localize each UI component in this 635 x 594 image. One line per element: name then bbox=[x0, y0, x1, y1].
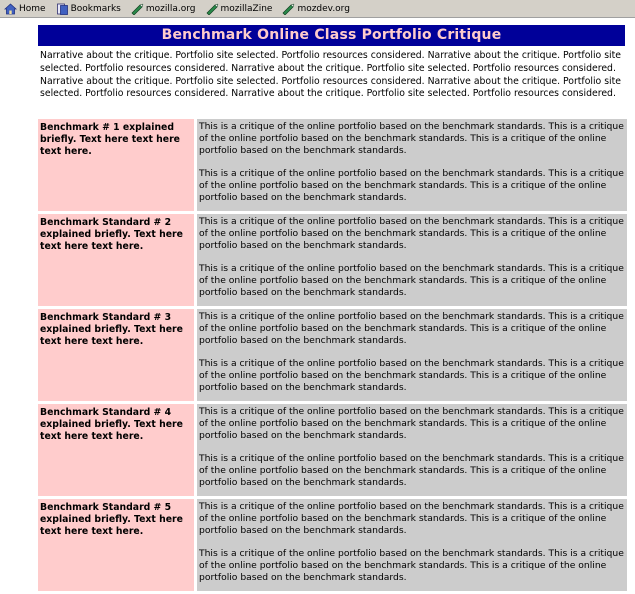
toolbar-bookmarks-label: Bookmarks bbox=[70, 3, 121, 14]
critique-paragraph: This is a critique of the online portfolio based on the benchmark standards. This is a critique of the online portfolio based on the benchmark standards. This is a critique of the online portfolio based on the benchmark standards. bbox=[199, 406, 624, 441]
narrative-paragraph: Narrative about the critique. Portfolio site selected. Portfolio resources considered. Narrative about the critique. Portfolio site selected. Portfolio resources considered. Narrative about the critique. Portfolio site selected. Portfolio resources considered. Narrative about the critique. Portfolio site selected. Portfolio resources considered. Narrative about the critique. Portfolio site selected. Portfolio resources considered. Narrative about the critique. Portfolio site selected. Portfolio resources considered. bbox=[40, 50, 621, 100]
table-row bbox=[38, 404, 627, 496]
critique-body-cell bbox=[197, 214, 627, 306]
page-content bbox=[38, 25, 625, 101]
critique-paragraph: This is a critique of the online portfolio based on the benchmark standards. This is a critique of the online portfolio based on the benchmark standards. This is a critique of the online portfolio based on the benchmark standards. bbox=[199, 501, 624, 536]
toolbar-mozilla-org-label: mozilla.org bbox=[145, 3, 196, 14]
personal-toolbar bbox=[0, 0, 635, 18]
table-row bbox=[38, 309, 627, 401]
toolbar-link-mozilla-org[interactable] bbox=[131, 3, 196, 15]
benchmark-label-cell: Benchmark Standard # 4 explained briefly. Text here text here text here. bbox=[38, 404, 194, 496]
toolbar-home-button[interactable] bbox=[4, 3, 46, 15]
critique-body-cell bbox=[197, 404, 627, 496]
page-title: Benchmark Online Class Portfolio Critique bbox=[38, 25, 625, 46]
critique-paragraph: This is a critique of the online portfolio based on the benchmark standards. This is a critique of the online portfolio based on the benchmark standards. This is a critique of the online portfolio based on the benchmark standards. bbox=[199, 168, 624, 203]
critique-body-cell bbox=[197, 119, 627, 211]
toolbar-mozdev-org-label: mozdev.org bbox=[297, 3, 350, 14]
critique-body-cell bbox=[197, 499, 627, 591]
benchmark-label-cell: Benchmark Standard # 5 explained briefly. Text here text here text here. bbox=[38, 499, 194, 591]
link-icon bbox=[282, 3, 295, 15]
toolbar-mozillazine-label: mozillaZine bbox=[220, 3, 273, 14]
critique-paragraph: This is a critique of the online portfolio based on the benchmark standards. This is a critique of the online portfolio based on the benchmark standards. This is a critique of the online portfolio based on the benchmark standards. bbox=[199, 311, 624, 346]
critique-paragraph: This is a critique of the online portfolio based on the benchmark standards. This is a critique of the online portfolio based on the benchmark standards. This is a critique of the online portfolio based on the benchmark standards. bbox=[199, 548, 624, 583]
link-icon bbox=[206, 3, 219, 15]
toolbar-home-label: Home bbox=[19, 3, 46, 14]
home-icon bbox=[4, 3, 17, 15]
critique-table bbox=[38, 119, 627, 594]
critique-paragraph: This is a critique of the online portfolio based on the benchmark standards. This is a critique of the online portfolio based on the benchmark standards. This is a critique of the online portfolio based on the benchmark standards. bbox=[199, 453, 624, 488]
critique-paragraph: This is a critique of the online portfolio based on the benchmark standards. This is a critique of the online portfolio based on the benchmark standards. This is a critique of the online portfolio based on the benchmark standards. bbox=[199, 263, 624, 298]
toolbar-link-mozillazine[interactable] bbox=[206, 3, 273, 15]
table-row bbox=[38, 214, 627, 306]
table-row bbox=[38, 119, 627, 211]
link-icon bbox=[131, 3, 144, 15]
critique-body-cell bbox=[197, 309, 627, 401]
benchmark-label-cell: Benchmark # 1 explained briefly. Text here text here text here. bbox=[38, 119, 194, 211]
toolbar-link-mozdev-org[interactable] bbox=[282, 3, 350, 15]
toolbar-bookmarks-button[interactable] bbox=[56, 3, 121, 15]
table-row bbox=[38, 499, 627, 591]
critique-paragraph: This is a critique of the online portfolio based on the benchmark standards. This is a critique of the online portfolio based on the benchmark standards. This is a critique of the online portfolio based on the benchmark standards. bbox=[199, 216, 624, 251]
critique-paragraph: This is a critique of the online portfolio based on the benchmark standards. This is a critique of the online portfolio based on the benchmark standards. This is a critique of the online portfolio based on the benchmark standards. bbox=[199, 358, 624, 393]
bookmarks-icon bbox=[56, 3, 69, 15]
benchmark-label-cell: Benchmark Standard # 2 explained briefly. Text here text here text here. bbox=[38, 214, 194, 306]
critique-paragraph: This is a critique of the online portfolio based on the benchmark standards. This is a critique of the online portfolio based on the benchmark standards. This is a critique of the online portfolio based on the benchmark standards. bbox=[199, 121, 624, 156]
benchmark-label-cell: Benchmark Standard # 3 explained briefly. Text here text here text here. bbox=[38, 309, 194, 401]
